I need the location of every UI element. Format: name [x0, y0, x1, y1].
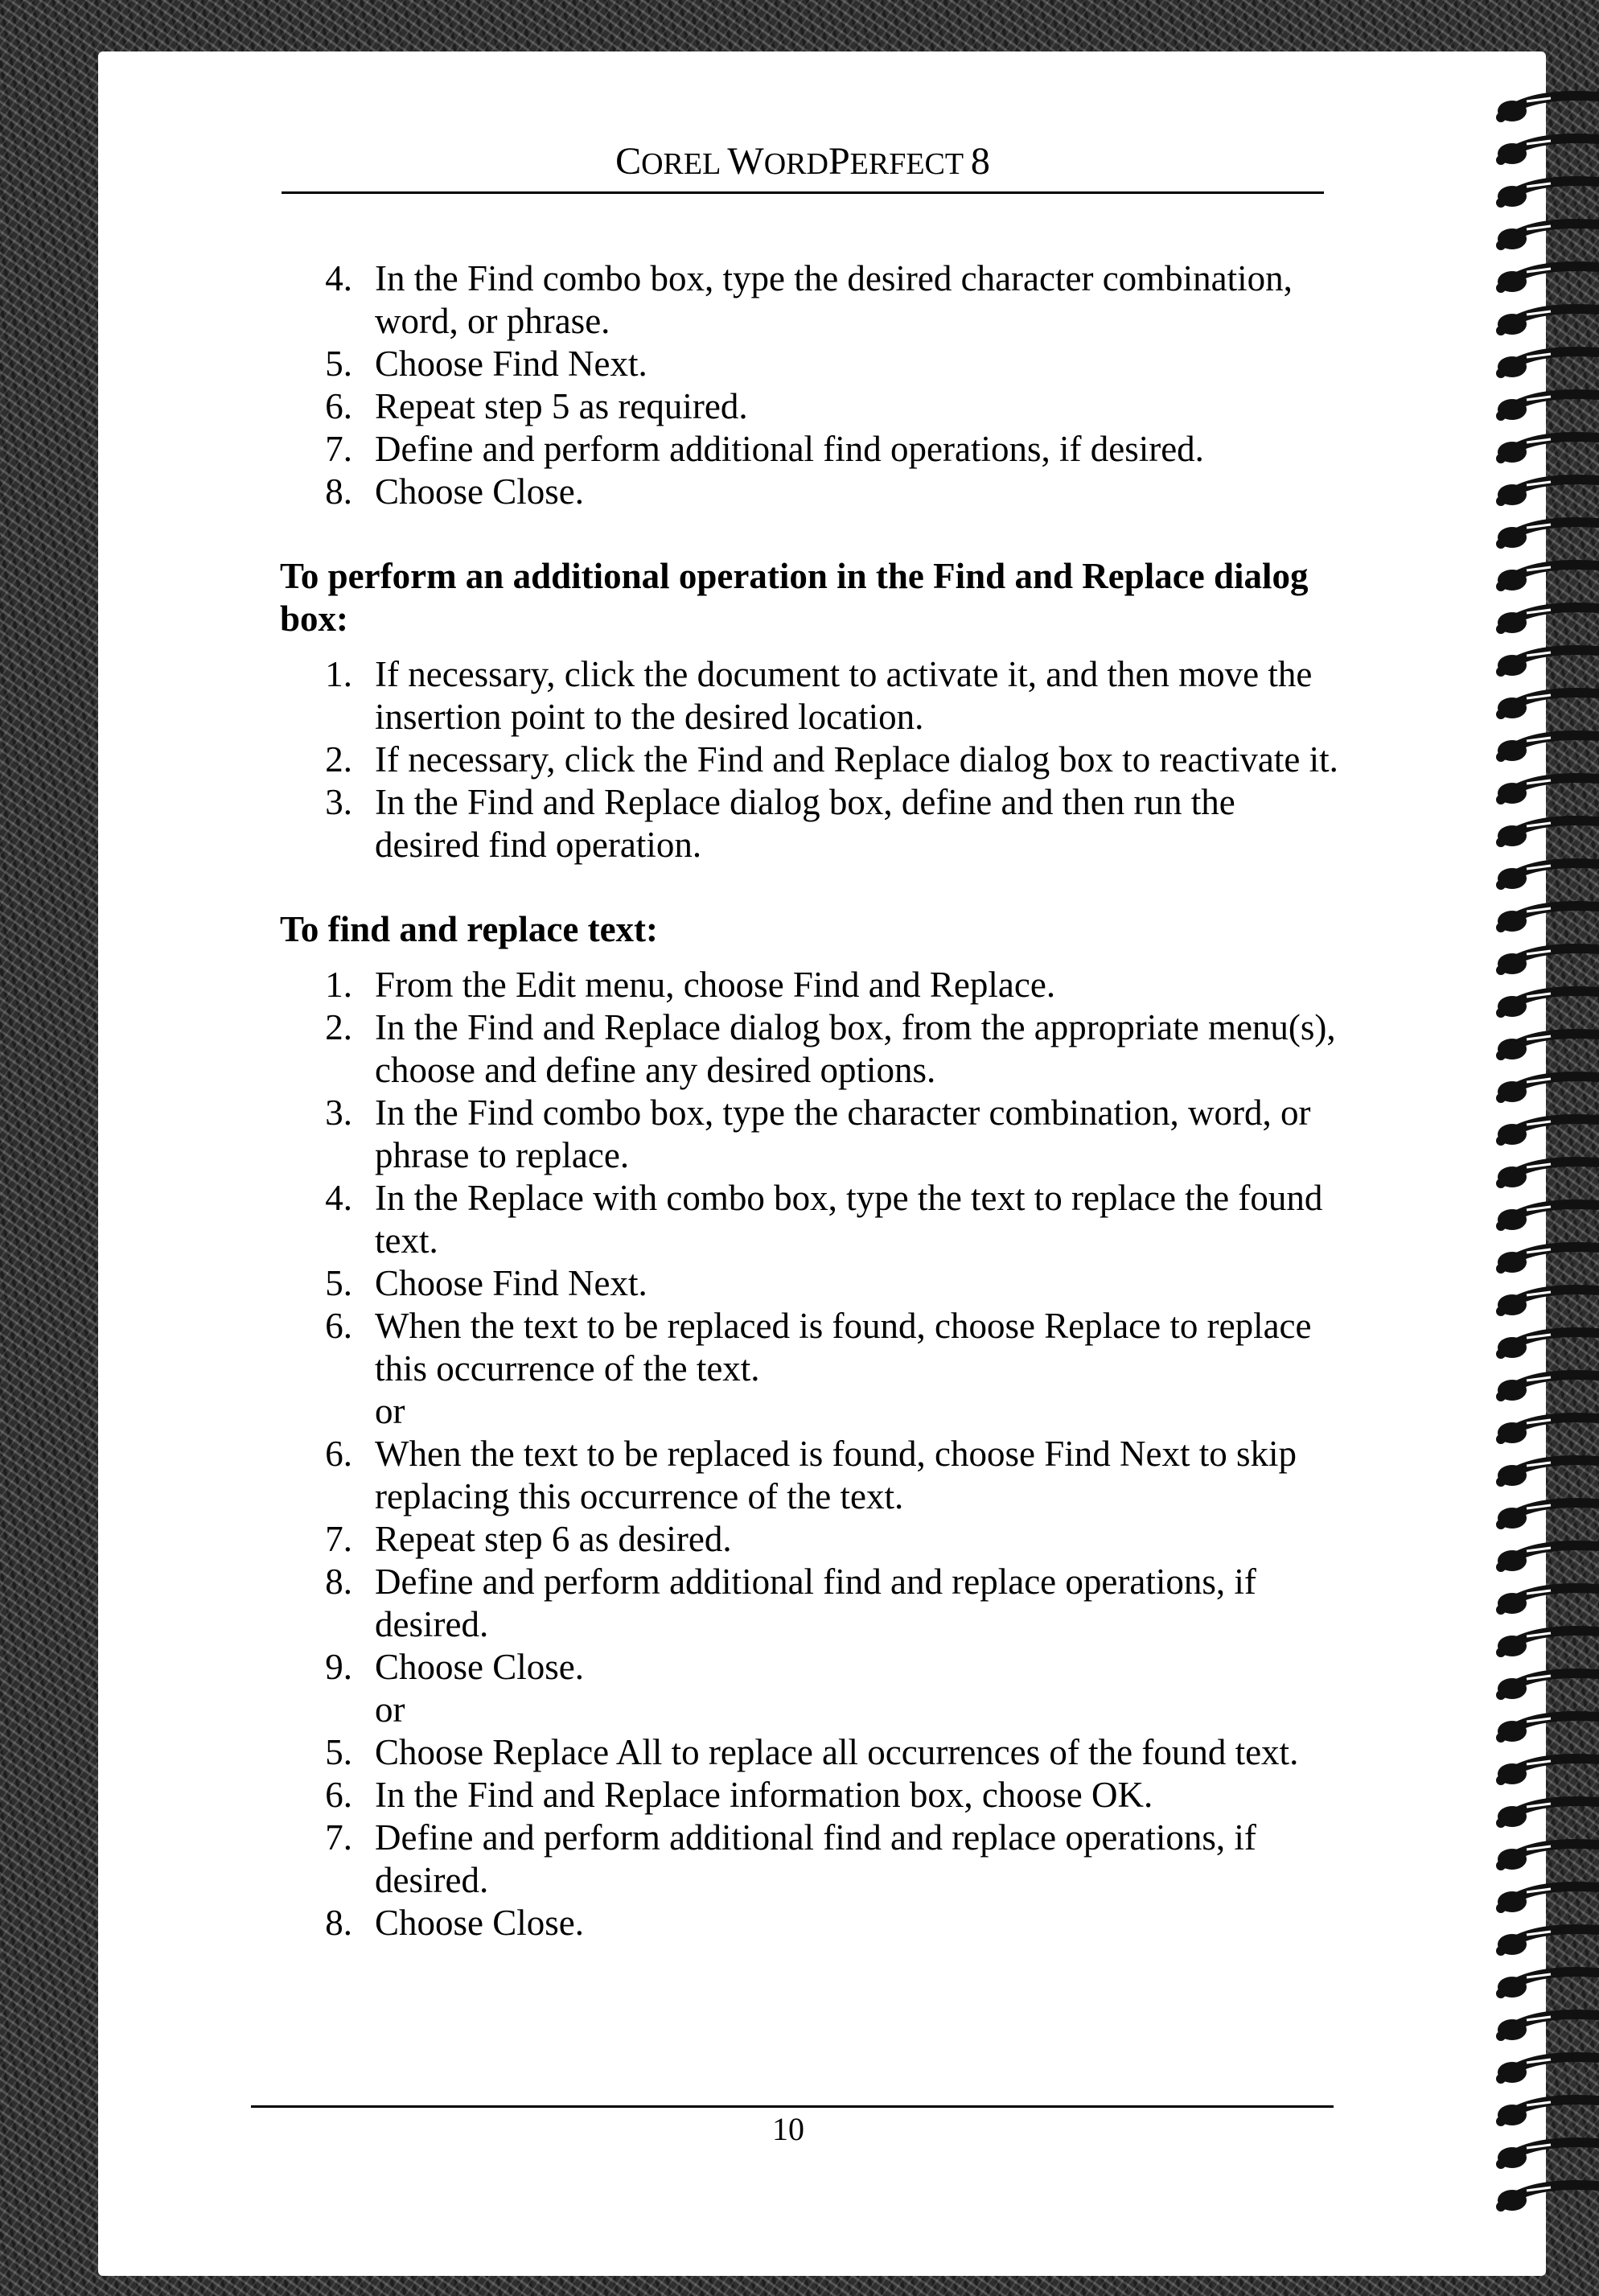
spiral-coil: [1498, 1332, 1597, 1358]
header-title-part: P: [828, 140, 850, 183]
intro-step-list: [280, 257, 1342, 513]
step-text: Define and perform additional find operations, if desired.: [375, 429, 1204, 469]
spiral-coil: [1498, 1375, 1597, 1401]
list-item: [280, 343, 1342, 385]
list-item: [280, 781, 1342, 866]
step-number: 3.: [325, 782, 352, 822]
spiral-coil: [1498, 352, 1597, 377]
spiral-coil: [1498, 1801, 1597, 1827]
spiral-coil: [1498, 96, 1597, 121]
step-text: Choose Find Next.: [375, 344, 647, 384]
spiral-coil: [1498, 991, 1597, 1017]
step-number: 8.: [325, 1903, 352, 1943]
step-text: In the Find and Replace dialog box, from the appropriate menu(s), choose and define any desired options.: [375, 1007, 1336, 1090]
header-title-part: ORD: [763, 147, 828, 181]
header-title-part: C: [615, 140, 642, 183]
spiral-coil: [1498, 1247, 1597, 1273]
list-item: [280, 471, 1342, 513]
spiral-coil: [1498, 1929, 1597, 1955]
spiral-coil: [1498, 309, 1597, 335]
list-item: [280, 1433, 1342, 1518]
spiral-coil: [1498, 906, 1597, 932]
step-text: In the Find combo box, type the desired character combination, word, or phrase.: [375, 258, 1293, 341]
header-title-part: ERFECT: [849, 147, 971, 181]
spiral-coil: [1498, 1972, 1597, 1998]
list-item: [280, 1092, 1342, 1177]
step-text: In the Find combo box, type the character combination, word, or phrase to replace.: [375, 1092, 1311, 1175]
section-heading-additional-operation: To perform an additional operation in the Find and Replace dialog box:: [280, 556, 1309, 639]
step-text: When the text to be replaced is found, choose Replace to replace this occurrence of the text.: [375, 1306, 1312, 1389]
running-header: [282, 138, 1324, 194]
step-text: In the Replace with combo box, type the text to replace the found text.: [375, 1178, 1323, 1261]
step-number: 3.: [325, 1092, 352, 1133]
list-item: [280, 1006, 1342, 1092]
spiral-coil: [1498, 1119, 1597, 1145]
spiral-coil: [1498, 1460, 1597, 1486]
spiral-coil: [1498, 1631, 1597, 1656]
list-item: [280, 1731, 1342, 1774]
spiral-coil: [1498, 1503, 1597, 1529]
spiral-coil: [1498, 522, 1597, 548]
step-text: Define and perform additional find and replace operations, if desired.: [375, 1817, 1256, 1900]
step-number: 5.: [325, 1263, 352, 1303]
spiral-coil: [1498, 863, 1597, 889]
step-text: If necessary, click the Find and Replace dialog box to reactivate it.: [375, 739, 1338, 780]
spiral-coil: [1498, 2057, 1597, 2083]
step-text: Choose Find Next.: [375, 1263, 647, 1303]
step-number: 7.: [325, 1817, 352, 1858]
step-text: From the Edit menu, choose Find and Replace.: [375, 965, 1056, 1005]
spiral-coil: [1498, 2014, 1597, 2040]
step-number: 7.: [325, 1519, 352, 1559]
spiral-coil: [1498, 1588, 1597, 1614]
list-item: [280, 653, 1342, 739]
list-item: [280, 1774, 1342, 1817]
spiral-binding: [1494, 80, 1599, 2220]
spiral-coil: [1498, 607, 1597, 633]
spiral-coil: [1498, 266, 1597, 292]
list-item: [280, 1518, 1342, 1561]
list-item: [280, 1262, 1342, 1305]
spiral-coil: [1498, 735, 1597, 761]
spiral-coil: [1498, 1034, 1597, 1060]
list-item: [280, 1817, 1342, 1902]
step-number: 1.: [325, 654, 352, 694]
spiral-coil: [1498, 565, 1597, 590]
step-number: 6.: [325, 386, 352, 426]
document-body: [280, 257, 1342, 1944]
spiral-coil: [1498, 1545, 1597, 1571]
header-title: [615, 140, 990, 183]
spiral-coil: [1498, 138, 1597, 164]
step-text: When the text to be replaced is found, choose Find Next to skip replacing this occurrence of the text.: [375, 1434, 1297, 1516]
spiral-coil: [1498, 1204, 1597, 1230]
find-replace-step-list: [280, 964, 1342, 1944]
step-text: If necessary, click the document to activate it, and then move the insertion point to the desired location.: [375, 654, 1313, 737]
or-separator: [280, 1390, 1342, 1433]
list-item: [280, 964, 1342, 1006]
spiral-coil: [1498, 2142, 1597, 2168]
step-text: Choose Close.: [375, 1647, 585, 1687]
list-item: [280, 1177, 1342, 1262]
step-number: 9.: [325, 1647, 352, 1687]
list-item: [280, 385, 1342, 428]
list-item: [280, 257, 1342, 343]
spiral-coil: [1498, 1887, 1597, 1912]
spiral-coil: [1498, 2100, 1597, 2125]
spiral-coil: [1498, 1759, 1597, 1784]
spiral-coil: [1498, 1290, 1597, 1315]
step-number: 6.: [325, 1434, 352, 1474]
spiral-coil: [1498, 2185, 1597, 2211]
spiral-coil: [1498, 1076, 1597, 1102]
step-number: 6.: [325, 1306, 352, 1346]
step-text: or: [375, 1689, 405, 1730]
spiral-coil: [1498, 181, 1597, 207]
step-number: 8.: [325, 1562, 352, 1602]
section-heading-find-replace: To find and replace text:: [280, 909, 659, 949]
or-separator: [280, 1689, 1342, 1731]
spiral-coil: [1498, 1844, 1597, 1870]
header-title-part: 8: [970, 140, 990, 183]
list-item: [280, 428, 1342, 471]
step-text: Choose Close.: [375, 471, 585, 512]
footer-rule: [251, 2105, 1334, 2108]
step-text: Repeat step 6 as desired.: [375, 1519, 732, 1559]
spiral-coil: [1498, 821, 1597, 846]
spiral-coil: [1498, 479, 1597, 505]
step-number: 5.: [325, 1732, 352, 1772]
additional-operation-step-list: [280, 653, 1342, 866]
list-item: [280, 1902, 1342, 1944]
step-text: Repeat step 5 as required.: [375, 386, 748, 426]
step-text: Choose Replace All to replace all occurrences of the found text.: [375, 1732, 1299, 1772]
step-number: 2.: [325, 1007, 352, 1047]
step-text: or: [375, 1391, 405, 1431]
header-title-part: OREL: [641, 147, 728, 181]
page-number: 10: [772, 2111, 804, 2147]
spiral-coil: [1498, 1716, 1597, 1742]
list-item: [280, 1646, 1342, 1689]
spiral-coil: [1498, 693, 1597, 718]
spiral-coil: [1498, 1418, 1597, 1443]
spiral-coil: [1498, 778, 1597, 804]
list-item: [280, 739, 1342, 781]
spiral-coil: [1498, 650, 1597, 676]
step-number: 4.: [325, 258, 352, 298]
spiral-coil: [1498, 224, 1597, 249]
spiral-coil: [1498, 437, 1597, 463]
step-text: In the Find and Replace information box, choose OK.: [375, 1775, 1153, 1815]
step-number: 6.: [325, 1775, 352, 1815]
step-text: Define and perform additional find and replace operations, if desired.: [375, 1562, 1256, 1644]
step-number: 1.: [325, 965, 352, 1005]
spiral-coil: [1498, 1673, 1597, 1699]
step-number: 5.: [325, 344, 352, 384]
step-number: 4.: [325, 1178, 352, 1218]
step-number: 2.: [325, 739, 352, 780]
spiral-coil: [1498, 394, 1597, 420]
spiral-coil: [1498, 948, 1597, 974]
list-item: [280, 1305, 1342, 1390]
step-text: In the Find and Replace dialog box, define and then run the desired find operation.: [375, 782, 1235, 865]
spiral-coil: [1498, 1162, 1597, 1187]
header-title-part: W: [727, 140, 764, 183]
step-number: 8.: [325, 471, 352, 512]
step-number: 7.: [325, 429, 352, 469]
list-item: [280, 1561, 1342, 1646]
step-text: Choose Close.: [375, 1903, 585, 1943]
